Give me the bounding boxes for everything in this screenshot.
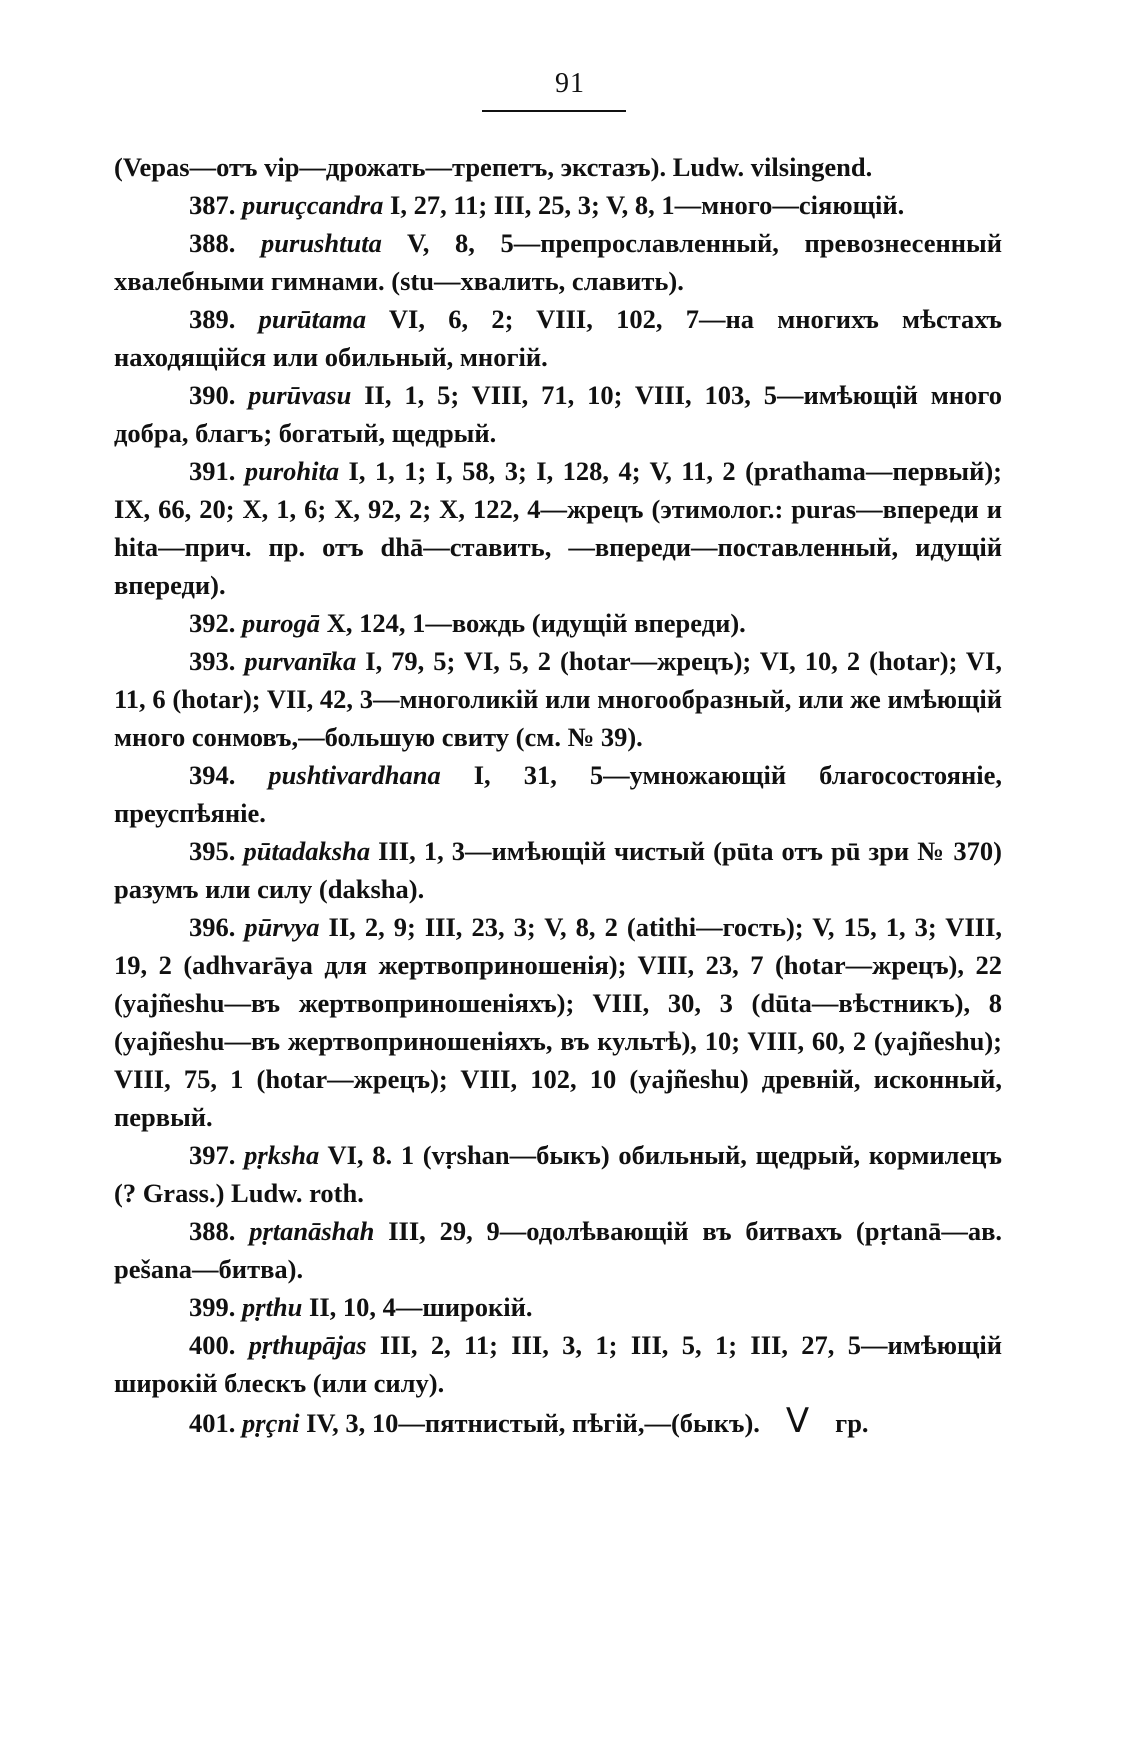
entry-text: V, 8, 5—препрославленный, превознесенный хвалебными гимнами. (stu—хвалить, славить). <box>114 228 1002 296</box>
entry-number: 399. <box>189 1292 236 1322</box>
entry-text: I, 1, 1; I, 58, 3; I, 128, 4; V, 11, 2 (prathama—первый); IX, 66, 20; X, 1, 6; X, 92, 2; X, 122, 4—жрецъ (этимолог.: puras—впереди и hita—прич. пр. отъ dhā—ставить, —впереди—поставленный, идущій впереди). <box>114 456 1003 600</box>
entry-text: III, 1, 3—имѣющій чистый (pūta отъ pū зри № 370) разумъ или силу (daksha). <box>114 836 1002 904</box>
entry-term: purogā <box>242 608 321 638</box>
entry-text: X, 124, 1—вождь (идущій впереди). <box>320 608 746 638</box>
entry-number: 400. <box>189 1330 236 1360</box>
entry-term: pushtivardhana <box>268 760 441 790</box>
entry-390 <box>114 376 1002 452</box>
entry-401 <box>114 1402 1002 1442</box>
entry-number: 392. <box>189 608 236 638</box>
entry-number: 389. <box>189 304 236 334</box>
entry-term: purvanīka <box>244 646 357 676</box>
entry-391 <box>114 452 1002 604</box>
entry-text: I, 27, 11; III, 25, 3; V, 8, 1—много—сіяющій. <box>383 190 905 220</box>
entry-number: 395. <box>189 836 236 866</box>
entry-text: VI, 6, 2; VIII, 102, 7—на многихъ мѣстахъ находящійся или обильный, многій. <box>114 304 1002 372</box>
entry-term: pṛthu <box>242 1292 303 1322</box>
entry-term: purūvasu <box>248 380 352 410</box>
entry-text: II, 1, 5; VIII, 71, 10; VIII, 103, 5—имѣющій много добра, благъ; богатый, щедрый. <box>114 380 1002 448</box>
page-number-rule <box>482 110 626 112</box>
entry-text: IV, 3, 10—пятнистый, пѣгій,—(быкъ). <box>299 1408 760 1438</box>
entry-term: purūtama <box>258 304 367 334</box>
entry-393 <box>114 642 1002 756</box>
entry-number: 393. <box>189 646 236 676</box>
entry-392 <box>114 604 1002 642</box>
entry-term: purushtuta <box>261 228 382 258</box>
entry-term: pūtadaksha <box>243 836 371 866</box>
entry-400 <box>114 1326 1002 1402</box>
dictionary-body <box>114 148 1002 1442</box>
entry-term: pṛthupājas <box>248 1330 367 1360</box>
entry-term: puruçcandra <box>242 190 384 220</box>
entry-399 <box>114 1288 1002 1326</box>
entry-number: 388. <box>189 228 236 258</box>
entry-number: 397. <box>189 1140 236 1170</box>
entry-number: 391. <box>189 456 236 486</box>
entry-term: pūrvya <box>244 912 320 942</box>
entry-389 <box>114 300 1002 376</box>
entry-398 <box>114 1212 1002 1288</box>
entry-text: II, 10, 4—широкій. <box>302 1292 533 1322</box>
entry-397 <box>114 1136 1002 1212</box>
entry-number: 401. <box>189 1408 236 1438</box>
entry-text: II, 2, 9; III, 23, 3; V, 8, 2 (atithi—гость); V, 15, 1, 3; VIII, 19, 2 (adhvarāya для жертвоприношенія); VIII, 23, 7 (hotar—жрецъ), 22 (yajñeshu—въ жертвоприношеніяхъ); VIII, 30, 3 (dūta—вѣстникъ), 8 (yajñeshu—въ жертвоприношеніяхъ, въ культѣ), 10; VIII, 60, 2 (yajñeshu); VIII, 75, 1 (hotar—жрецъ); VIII, 102, 10 (yajñeshu) древній, исконный, первый. <box>114 912 1003 1132</box>
entry-text: (Vepas—отъ vip—дрожать—трепетъ, экстазъ). Ludw. vilsingend. <box>114 152 873 182</box>
entry-text: III, 2, 11; III, 3, 1; III, 5, 1; III, 27, 5—имѣющій широкій блескъ (или силу). <box>114 1330 1002 1398</box>
entry-number: 390. <box>189 380 236 410</box>
entry-number: 388. <box>189 1216 236 1246</box>
entry-tail-label: гр. <box>835 1408 869 1438</box>
entry-388 <box>114 224 1002 300</box>
entry-text: I, 31, 5—умножающій благосостояніе, преуспѣяніе. <box>114 760 1002 828</box>
entry-number: 394. <box>189 760 236 790</box>
page-number: 91 <box>555 68 585 99</box>
entry-term: pṛçni <box>242 1408 300 1438</box>
entry-number: 396. <box>189 912 236 942</box>
entry-395 <box>114 832 1002 908</box>
entry-text: III, 29, 9—одолѣвающій въ битвахъ (pṛtanā—ав. pešana—битва). <box>114 1216 1003 1284</box>
entry-text: I, 79, 5; VI, 5, 2 (hotar—жрецъ); VI, 10, 2 (hotar); VI, 11, 6 (hotar); VII, 42, 3—многоликій или многообразный, или же имѣющій много сонмовъ,—большую свиту (см. № 39). <box>114 646 1002 752</box>
handwritten-mark: V <box>785 1401 810 1441</box>
entry-387 <box>114 186 1002 224</box>
entry-396 <box>114 908 1002 1136</box>
entry-text: VI, 8. 1 (vṛshan—быкъ) обильный, щедрый, кормилецъ (? Grass.) Ludw. roth. <box>114 1140 1002 1208</box>
entry-number: 387. <box>189 190 236 220</box>
entry-394 <box>114 756 1002 832</box>
entry-term: purohita <box>244 456 340 486</box>
entry-term: pṛtanāshah <box>249 1216 375 1246</box>
entry-continuation <box>114 148 1002 186</box>
entry-term: pṛksha <box>244 1140 320 1170</box>
